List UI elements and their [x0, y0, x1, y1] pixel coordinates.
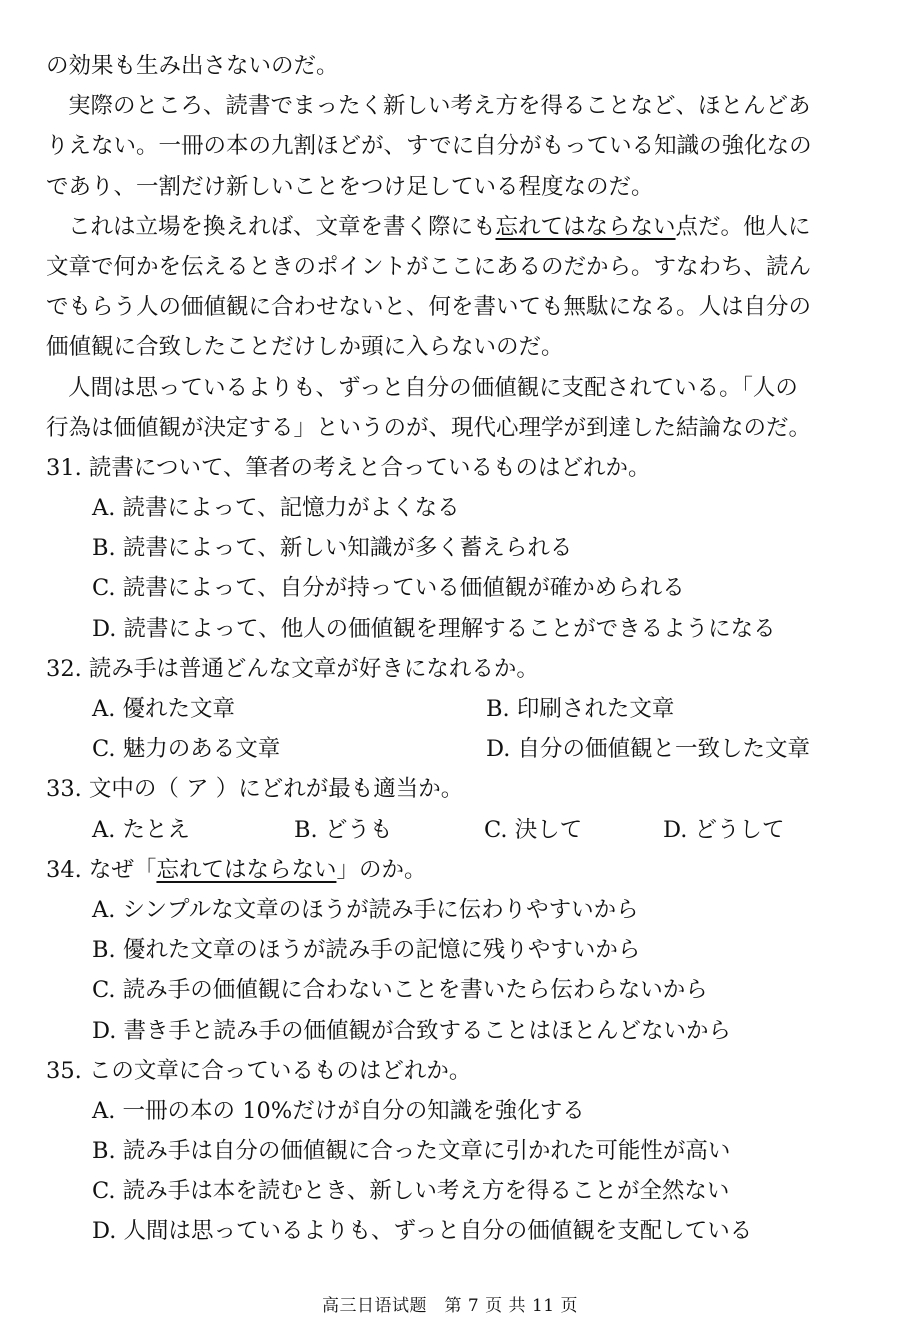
option-d[interactable]: D. 書き手と読み手の価値観が合致することはほとんどないから — [92, 1017, 732, 1044]
option-a[interactable]: A. 読書によって、記憶力がよくなる — [92, 495, 460, 522]
passage-line: であり、一割だけ新しいことをつけ足している程度なのだ。 — [46, 173, 654, 200]
option-c[interactable]: C. 決して — [484, 816, 583, 843]
passage-text: これは立場を換えれば、文章を書く際にも — [68, 213, 496, 240]
option-c[interactable]: C. 魅力のある文章 — [92, 736, 281, 763]
passage-line: 行為は価値観が決定する」というのが、現代心理学が到達した結論なのだ。 — [46, 414, 812, 441]
question-stem — [46, 850, 858, 890]
passage-line: でもらう人の価値観に合わせないと、何を書いても無駄になる。人は自分の — [46, 294, 812, 321]
underlined-phrase: 忘れてはならない — [495, 213, 676, 240]
option-b[interactable]: B. 読み手は自分の価値観に合った文章に引かれた可能性が高い — [92, 1138, 731, 1165]
passage-line: りえない。一冊の本の九割ほどが、すでに自分がもっている知識の強化なの — [46, 133, 812, 160]
option-a[interactable]: A. たとえ — [92, 816, 191, 843]
question-stem: 35. この文章に合っているものはどれか。 — [46, 1057, 472, 1084]
passage-text: 点だ。他人に — [675, 213, 811, 240]
passage-line: 人間は思っているよりも、ずっと自分の価値観に支配されている。「人の — [68, 374, 798, 401]
question-34 — [46, 850, 858, 1051]
option-d[interactable]: D. 自分の価値観と一致した文章 — [486, 736, 811, 763]
question-stem: 33. 文中の（ ア ）にどれが最も適当か。 — [46, 776, 464, 803]
option-d[interactable]: D. 読書によって、他人の価値観を理解することができるようになる — [92, 615, 776, 642]
option-d[interactable]: D. 人間は思っているよりも、ずっと自分の価値観を支配している — [92, 1218, 753, 1245]
passage-line: の効果も生み出さないのだ。 — [46, 53, 339, 79]
passage-line: 文章で何かを伝えるときのポイントがここにあるのだから。すなわち、読ん — [46, 253, 812, 280]
option-b[interactable]: B. 読書によって、新しい知識が多く蓄えられる — [92, 535, 573, 562]
question-35 — [46, 1051, 858, 1252]
option-a[interactable]: A. 優れた文章 — [92, 696, 236, 722]
question-stem-text: 」のか。 — [336, 856, 427, 883]
underlined-phrase: 忘れてはならない — [156, 856, 337, 883]
reading-passage — [46, 46, 858, 448]
option-d[interactable]: D. どうして — [663, 816, 785, 843]
question-31 — [46, 448, 858, 649]
option-a[interactable]: A. シンプルな文章のほうが読み手に伝わりやすいから — [92, 896, 639, 923]
option-b[interactable]: B. 優れた文章のほうが読み手の記憶に残りやすいから — [92, 937, 641, 964]
question-stem: 32. 読み手は普通どんな文章が好きになれるか。 — [46, 655, 539, 682]
option-c[interactable]: C. 読み手の価値観に合わないことを書いたら伝わらないから — [92, 977, 708, 1004]
question-33 — [46, 769, 858, 849]
passage-line-with-underline — [46, 207, 858, 247]
page-footer: 高三日语试题 第 7 页 共 11 页 — [322, 1296, 578, 1316]
option-a[interactable]: A. 一冊の本の 10%だけが自分の知識を強化する — [92, 1097, 585, 1124]
option-c[interactable]: C. 読書によって、自分が持っている価値観が確かめられる — [92, 575, 685, 602]
question-32 — [46, 649, 858, 770]
option-b[interactable]: B. どうも — [294, 816, 393, 843]
passage-line: 価値観に合致したことだけしか頭に入らないのだ。 — [46, 334, 564, 361]
question-stem: 31. 読書について、筆者の考えと合っているものはどれか。 — [46, 454, 651, 481]
question-stem-text: 34. なぜ「 — [46, 856, 157, 883]
exam-page — [46, 46, 858, 1252]
option-b[interactable]: B. 印刷された文章 — [486, 696, 675, 722]
passage-line: 実際のところ、読書でまったく新しい考え方を得ることなど、ほとんどあ — [68, 93, 811, 120]
option-c[interactable]: C. 読み手は本を読むとき、新しい考え方を得ることが全然ない — [92, 1178, 730, 1205]
